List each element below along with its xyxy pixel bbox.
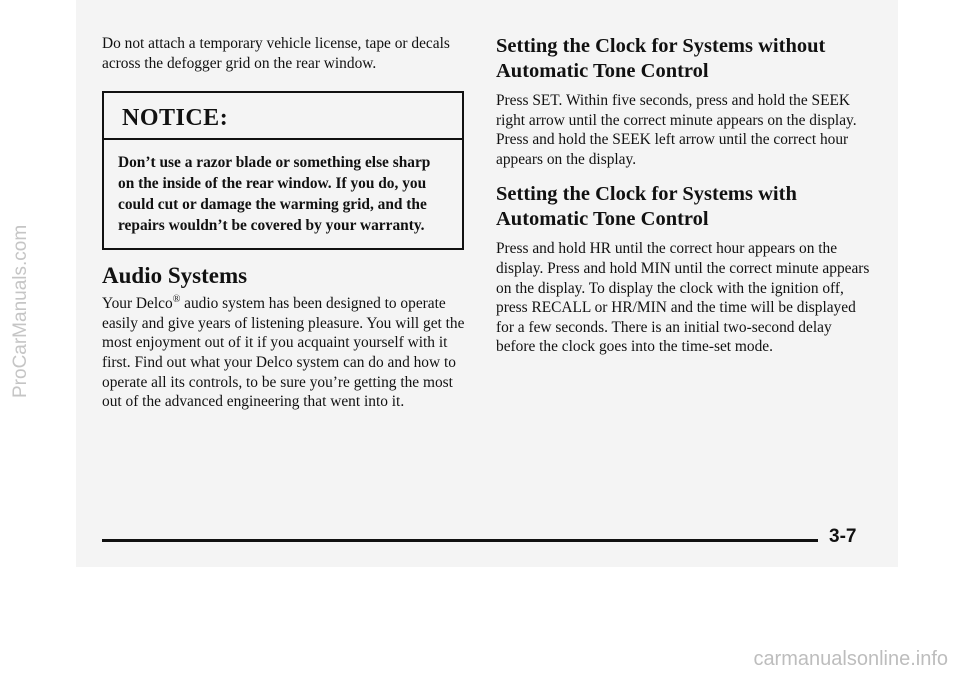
page-number: 3-7 xyxy=(829,526,857,547)
audio-text-start: Your Delco xyxy=(102,295,173,313)
audio-systems-paragraph xyxy=(102,294,468,412)
clock-with-atc-paragraph: Press and hold HR until the correct hour appears on the display. Press and hold MIN until the correct minute appears on the display. To display the clock with the ignition off, press RECALL or HR/MIN and the time will be displayed for a few seconds. There is an initial two-second delay before the clock goes into the time-set mode. xyxy=(496,240,870,356)
notice-header xyxy=(104,93,462,140)
right-column xyxy=(496,34,871,357)
registered-mark: ® xyxy=(172,294,181,306)
left-column xyxy=(102,34,468,412)
notice-text: Don’t use a razor blade or something else sharp on the inside of the rear window. If you do, you could cut or damage the warming grid, and the repairs wouldn’t be covered by your warranty. xyxy=(118,154,431,235)
clock-with-atc-heading: Setting the Clock for Systems with Automatic Tone Control xyxy=(496,183,797,231)
footer-rule xyxy=(102,539,818,542)
audio-systems-heading: Audio Systems xyxy=(102,263,248,289)
clock-without-atc-paragraph: Press SET. Within five seconds, press and hold the SEEK right arrow until the correct minute appears on the display. Press and hold the SEEK left arrow until the correct hour appears on the display. xyxy=(496,92,857,168)
bottom-watermark: carmanualsonline.info xyxy=(753,648,948,670)
audio-text-rest: audio system has been designed to operate easily and give years of listening pleasure. You will get the most enjoyment out of it if you acquaint yourself with it first. Find out what your Delco system can do and how to operate all its controls, to be sure you’re getting the most out of the advanced engineering that went into it. xyxy=(102,295,465,411)
notice-box xyxy=(102,91,464,250)
notice-title: NOTICE: xyxy=(122,105,229,132)
defogger-paragraph: Do not attach a temporary vehicle license, tape or decals across the defogger grid on the rear window. xyxy=(102,35,450,72)
side-watermark: ProCarManuals.com xyxy=(10,224,31,398)
clock-without-atc-heading: Setting the Clock for Systems without Automatic Tone Control xyxy=(496,35,826,82)
